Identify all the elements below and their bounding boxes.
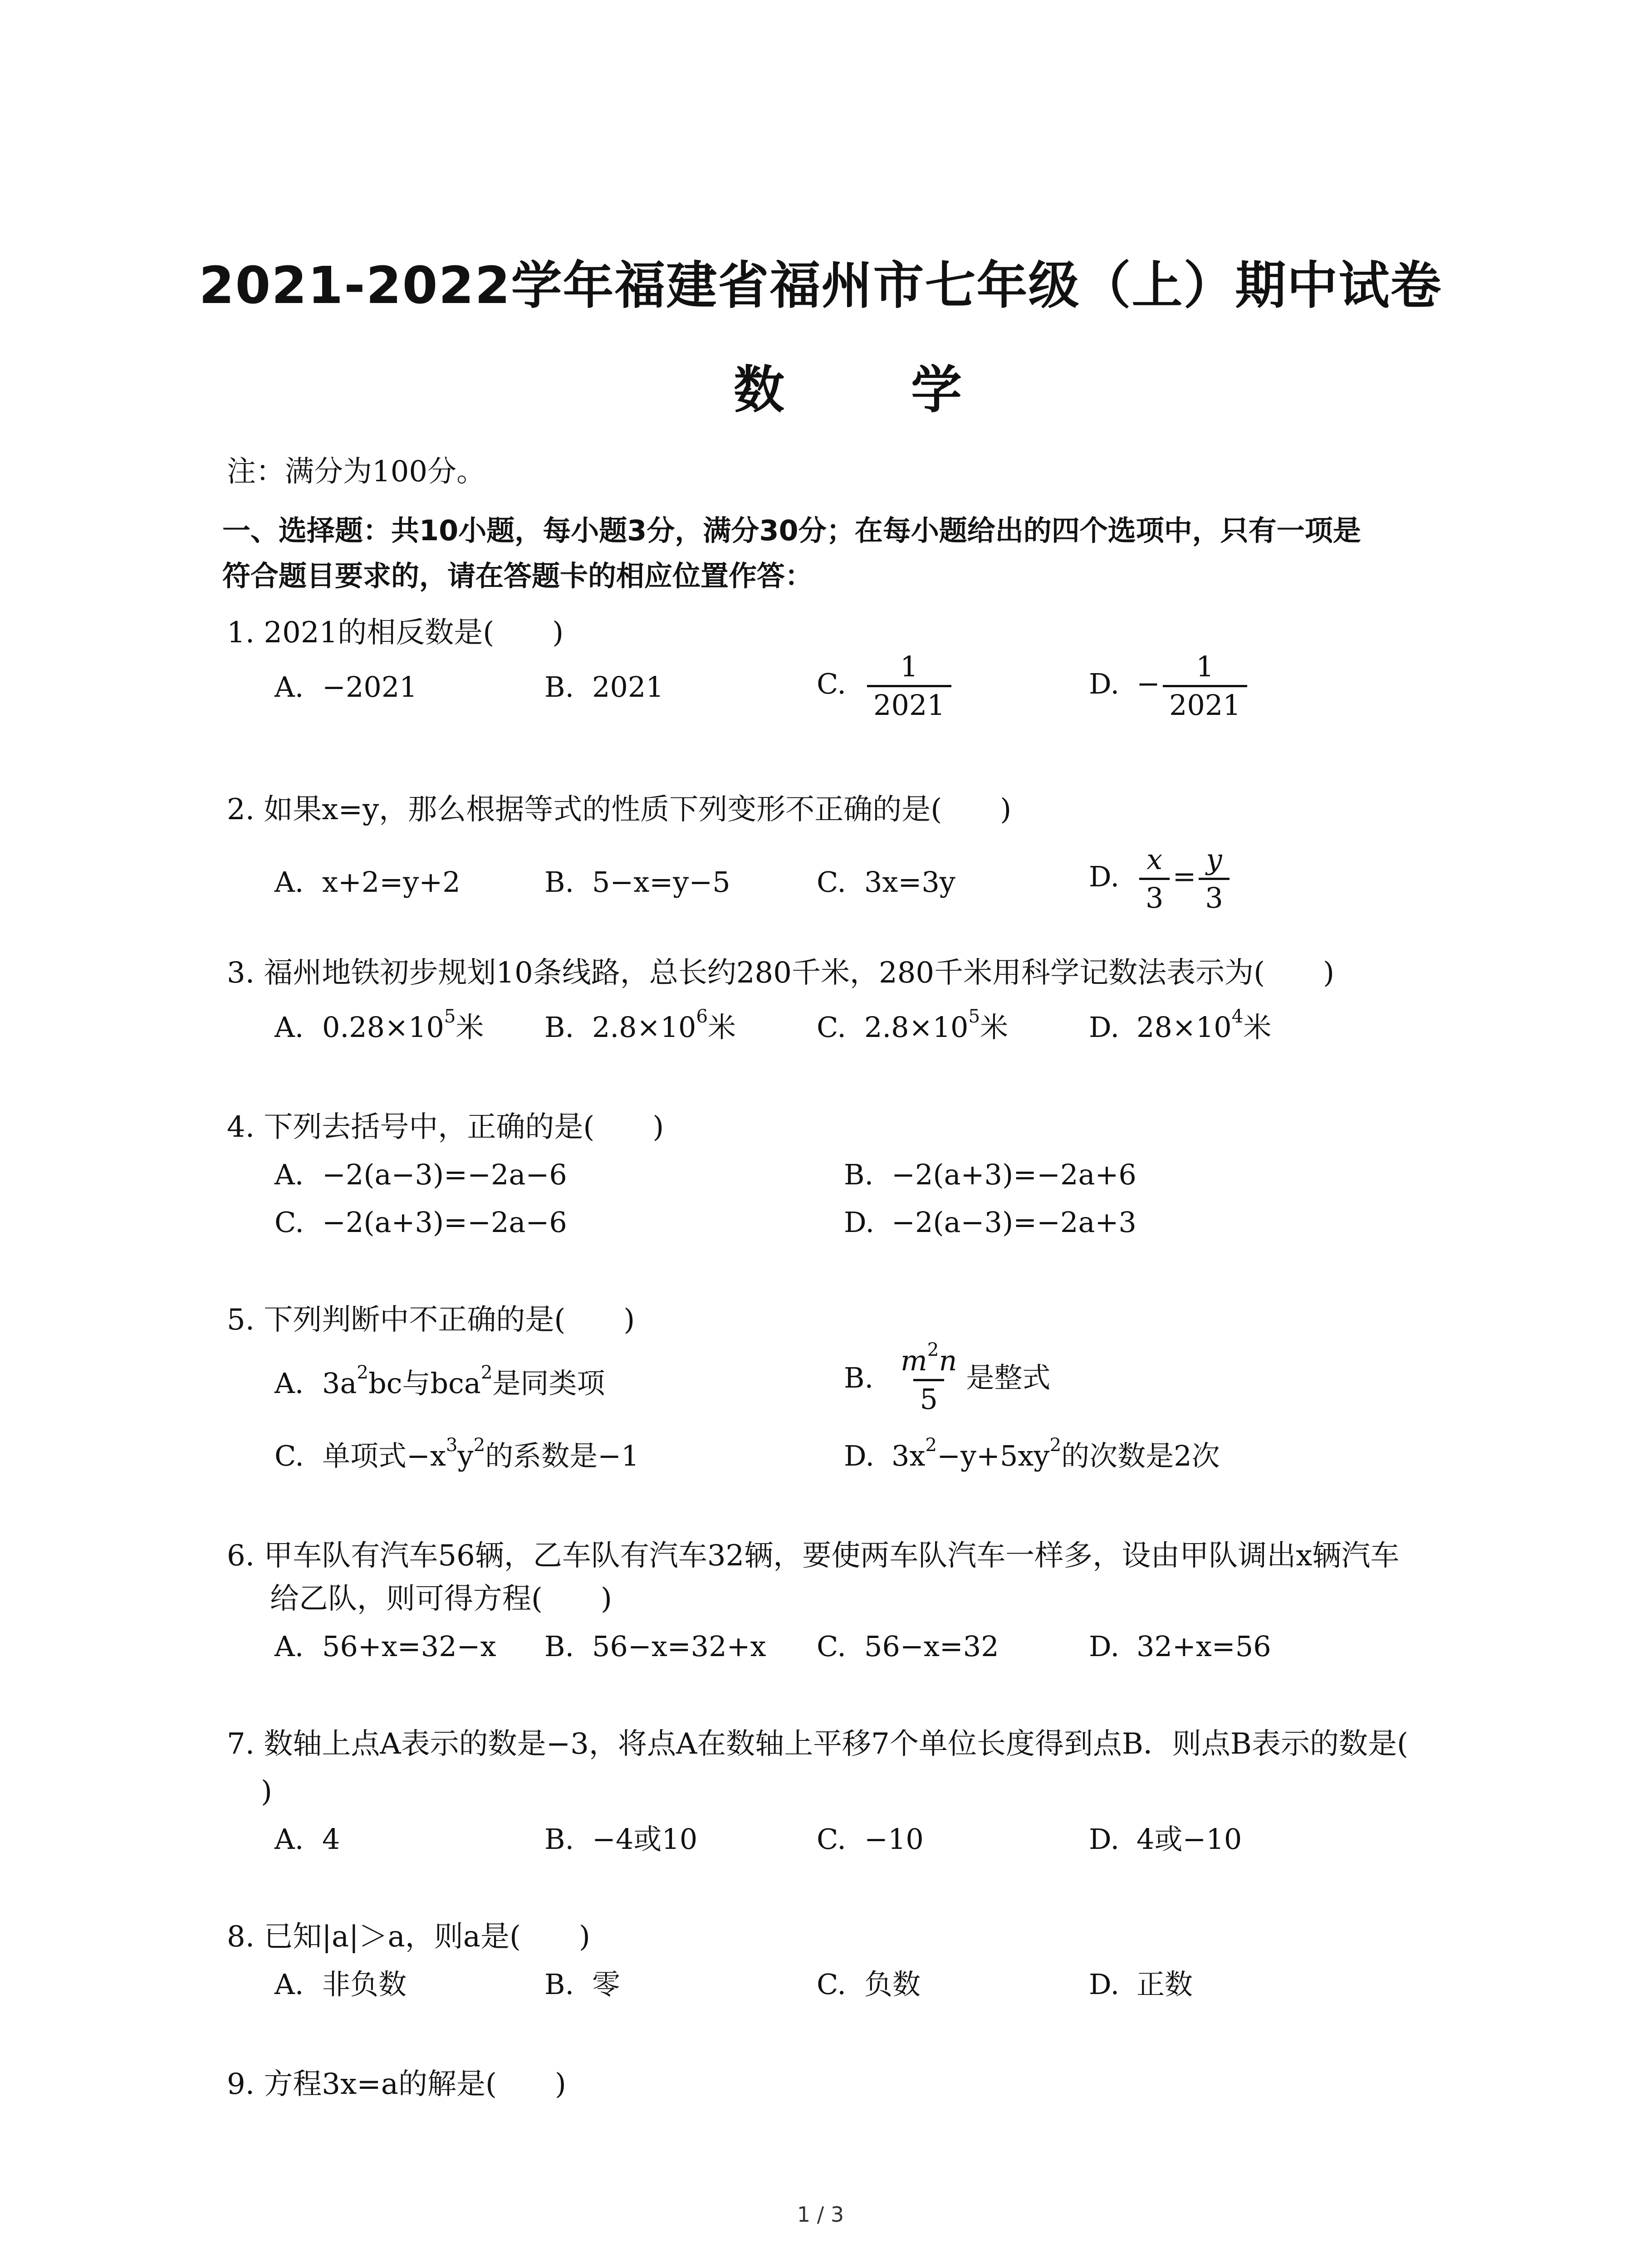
unit: 米 bbox=[708, 1011, 736, 1044]
option-text: −2021 bbox=[322, 670, 417, 704]
question-2-option-a bbox=[274, 862, 460, 903]
option-label: B. bbox=[544, 1011, 574, 1044]
option-label: A. bbox=[274, 1823, 304, 1856]
question-7-stem: 7. 数轴上点A表示的数是−3，将点A在数轴上平移7个单位长度得到点B．则点B表示的数是( bbox=[227, 1727, 1408, 1761]
question-7-option-d bbox=[1089, 1819, 1242, 1860]
question-6-option-a bbox=[274, 1626, 496, 1667]
option-label: B. bbox=[844, 1158, 874, 1191]
option-text: 2021 bbox=[592, 670, 664, 704]
question-8-option-b bbox=[544, 1964, 620, 2005]
option-label: D. bbox=[1089, 1968, 1120, 2001]
exponent: 2 bbox=[473, 1434, 485, 1456]
question-7-option-b bbox=[544, 1819, 697, 1860]
option-base: 2.8×10 bbox=[592, 1011, 696, 1044]
option-label: A. bbox=[274, 1011, 304, 1044]
question-1-option-b bbox=[544, 667, 664, 708]
option-label: B. bbox=[844, 1361, 874, 1394]
question-2-option-c bbox=[817, 862, 955, 903]
fraction bbox=[1163, 649, 1247, 723]
option-label: A. bbox=[274, 1968, 304, 2001]
exponent: 6 bbox=[696, 1005, 708, 1027]
option-label: A. bbox=[274, 1158, 304, 1191]
exponent: 2 bbox=[927, 1339, 939, 1360]
option-label: D. bbox=[844, 1439, 875, 1472]
fraction bbox=[867, 649, 951, 723]
option-label: C. bbox=[817, 1011, 846, 1044]
question-4-option-c bbox=[274, 1202, 567, 1243]
option-text: −2(a−3)=−2a+3 bbox=[892, 1206, 1136, 1239]
question-8-option-d bbox=[1089, 1964, 1193, 2005]
option-text: 正数 bbox=[1136, 1968, 1193, 2001]
option-label: B. bbox=[544, 865, 574, 899]
numerator: x bbox=[1146, 843, 1163, 876]
option-label: D. bbox=[1089, 1823, 1120, 1856]
option-text: 非负数 bbox=[322, 1968, 407, 2001]
question-6-option-d bbox=[1089, 1626, 1271, 1667]
expr-part: −y+5xy bbox=[937, 1439, 1050, 1472]
option-text: 5−x=y−5 bbox=[592, 865, 730, 899]
option-label: C. bbox=[817, 667, 846, 700]
question-4-option-b bbox=[844, 1154, 1136, 1195]
option-label: A. bbox=[274, 670, 304, 704]
unit: 米 bbox=[980, 1011, 1009, 1044]
option-text: 零 bbox=[592, 1968, 621, 2001]
option-text: 负数 bbox=[864, 1968, 921, 2001]
option-label: D. bbox=[1089, 1630, 1120, 1663]
exponent: 5 bbox=[444, 1005, 456, 1027]
question-6-option-c bbox=[817, 1626, 999, 1667]
question-3-stem: 3. 福州地铁初步规划10条线路，总长约280千米，280千米用科学记数法表示为( ) bbox=[227, 956, 1335, 990]
fraction bbox=[1139, 841, 1170, 916]
expr-part: 的系数是−1 bbox=[485, 1439, 639, 1472]
exponent: 5 bbox=[968, 1005, 980, 1027]
option-text: −10 bbox=[864, 1823, 924, 1856]
option-text: 56−x=32+x bbox=[592, 1630, 766, 1663]
question-5-option-d bbox=[844, 1436, 1220, 1476]
minus-sign: − bbox=[1136, 667, 1160, 700]
option-text: −2(a+3)=−2a−6 bbox=[322, 1206, 567, 1239]
option-text: 3x=3y bbox=[864, 865, 955, 899]
exponent: 2 bbox=[925, 1434, 937, 1456]
question-1-option-a bbox=[274, 667, 417, 708]
option-label: A. bbox=[274, 1630, 304, 1663]
question-6-stem-cont: 给乙队，则可得方程( ) bbox=[270, 1582, 612, 1616]
option-base: 2.8×10 bbox=[864, 1011, 969, 1044]
option-label: B. bbox=[544, 1630, 574, 1663]
option-text: 56−x=32 bbox=[864, 1630, 999, 1663]
option-label: C. bbox=[817, 1968, 846, 2001]
option-label: C. bbox=[817, 1630, 846, 1663]
option-label: B. bbox=[544, 1823, 574, 1856]
option-label: B. bbox=[544, 670, 574, 704]
exponent: 2 bbox=[480, 1361, 493, 1383]
option-label: C. bbox=[817, 865, 846, 899]
expr-part: y bbox=[457, 1439, 474, 1472]
option-base: 0.28×10 bbox=[322, 1011, 444, 1044]
equals-sign: = bbox=[1172, 860, 1196, 893]
score-note: 注：满分为100分。 bbox=[227, 455, 486, 489]
question-4-option-a bbox=[274, 1154, 567, 1195]
question-2-option-b bbox=[544, 862, 730, 903]
option-text: 32+x=56 bbox=[1136, 1630, 1271, 1663]
option-label: C. bbox=[817, 1823, 846, 1856]
expr-part: 是同类项 bbox=[492, 1367, 605, 1400]
numerator: y bbox=[1206, 843, 1222, 876]
subject-title: 数 学 bbox=[734, 361, 1016, 420]
question-1-option-c bbox=[817, 649, 954, 723]
denominator: 3 bbox=[1199, 878, 1229, 916]
fraction bbox=[1199, 841, 1229, 916]
denominator: 2021 bbox=[867, 685, 951, 723]
exponent: 3 bbox=[446, 1434, 458, 1456]
question-9-stem: 9. 方程3x=a的解是( ) bbox=[227, 2068, 566, 2101]
exam-title: 2021-2022学年福建省福州市七年级（上）期中试卷 bbox=[199, 256, 1442, 315]
question-8-option-a bbox=[274, 1964, 407, 2005]
option-label: D. bbox=[1089, 1011, 1120, 1044]
exponent: 4 bbox=[1231, 1005, 1244, 1027]
expr-part: 3x bbox=[892, 1439, 926, 1472]
unit: 米 bbox=[1243, 1011, 1272, 1044]
question-2-option-d bbox=[1089, 841, 1232, 916]
denominator: 3 bbox=[1139, 878, 1170, 916]
question-6-option-b bbox=[544, 1626, 766, 1667]
question-3-option-d bbox=[1089, 1007, 1271, 1048]
option-label: A. bbox=[274, 865, 304, 899]
question-4-stem: 4. 下列去括号中，正确的是( ) bbox=[227, 1110, 664, 1144]
expr-part: 是整式 bbox=[966, 1361, 1051, 1394]
question-5-option-a bbox=[274, 1363, 605, 1404]
numerator: 1 bbox=[900, 650, 918, 683]
option-text: x+2=y+2 bbox=[322, 865, 460, 899]
option-text: 4或−10 bbox=[1136, 1823, 1242, 1856]
denominator: 2021 bbox=[1163, 685, 1247, 723]
exponent: 2 bbox=[357, 1361, 369, 1383]
question-7-stem-cont: ) bbox=[261, 1775, 272, 1809]
expr-part: bc与bca bbox=[368, 1367, 481, 1400]
option-label: B. bbox=[544, 1968, 574, 2001]
question-5-stem: 5. 下列判断中不正确的是( ) bbox=[227, 1303, 635, 1337]
page-number: 1 / 3 bbox=[797, 2202, 844, 2227]
option-text: 4 bbox=[322, 1823, 340, 1856]
expr-part: 的次数是2次 bbox=[1061, 1439, 1220, 1472]
question-8-stem: 8. 已知|a|＞a，则a是( ) bbox=[227, 1920, 590, 1954]
question-3-option-c bbox=[817, 1007, 1008, 1048]
question-5-option-b bbox=[844, 1339, 1051, 1418]
option-text: −2(a+3)=−2a+6 bbox=[892, 1158, 1136, 1191]
question-8-option-c bbox=[817, 1964, 921, 2005]
option-label: C. bbox=[274, 1206, 304, 1239]
unit: 米 bbox=[456, 1011, 484, 1044]
question-4-option-d bbox=[844, 1202, 1136, 1243]
numerator: 1 bbox=[1196, 650, 1214, 683]
question-7-option-a bbox=[274, 1819, 340, 1860]
option-text: −2(a−3)=−2a−6 bbox=[322, 1158, 567, 1191]
expr-part: 3a bbox=[322, 1367, 357, 1400]
option-text: 56+x=32−x bbox=[322, 1630, 496, 1663]
option-base: 28×10 bbox=[1136, 1011, 1232, 1044]
question-5-option-c bbox=[274, 1436, 639, 1476]
numerator bbox=[894, 1339, 963, 1379]
question-1-stem: 1. 2021的相反数是( ) bbox=[227, 616, 564, 650]
denominator: 5 bbox=[913, 1379, 944, 1418]
question-3-option-a bbox=[274, 1007, 484, 1048]
option-label: D. bbox=[1089, 667, 1120, 700]
var-n: n bbox=[939, 1344, 957, 1377]
section-heading-line1: 一、选择题：共10小题，每小题3分，满分30分；在每小题给出的四个选项中，只有一项是 bbox=[222, 514, 1361, 547]
option-label: D. bbox=[844, 1206, 875, 1239]
expr-part: 单项式−x bbox=[322, 1439, 446, 1472]
question-1-option-d bbox=[1089, 649, 1250, 723]
option-text: −4或10 bbox=[592, 1823, 698, 1856]
question-7-option-c bbox=[817, 1819, 924, 1860]
var-m: m bbox=[901, 1344, 927, 1377]
question-6-stem: 6. 甲车队有汽车56辆，乙车队有汽车32辆，要使两车队汽车一样多，设由甲队调出x辆汽车 bbox=[227, 1539, 1400, 1573]
option-label: A. bbox=[274, 1367, 304, 1400]
question-2-stem: 2. 如果x=y，那么根据等式的性质下列变形不正确的是( ) bbox=[227, 793, 1012, 826]
option-label: D. bbox=[1089, 860, 1120, 893]
question-3-option-b bbox=[544, 1007, 736, 1048]
section-heading-line2: 符合题目要求的，请在答题卡的相应位置作答： bbox=[222, 559, 813, 592]
exponent: 2 bbox=[1049, 1434, 1062, 1456]
fraction bbox=[894, 1339, 963, 1418]
option-label: C. bbox=[274, 1439, 304, 1472]
